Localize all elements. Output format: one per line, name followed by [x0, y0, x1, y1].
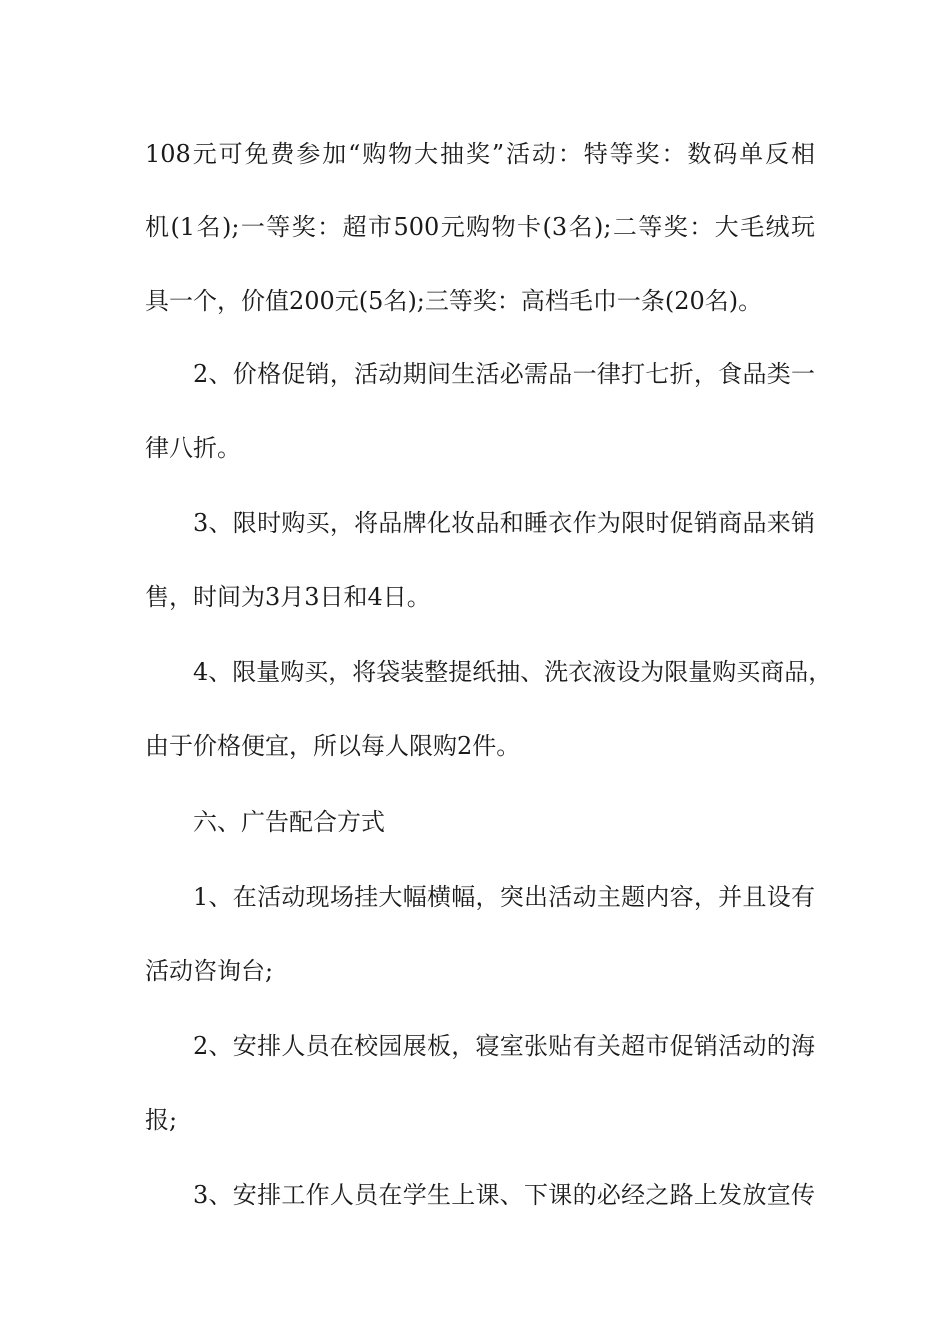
text-line: 2、价格促销，活动期间生活必需品一律打七折，食品类一: [193, 360, 815, 388]
text-line: 活动咨询台;: [145, 957, 274, 985]
text-line: 售，时间为3月3日和4日。: [145, 583, 431, 611]
text-line: 108元可免费参加“购物大抽奖”活动：特等奖：数码单反相: [145, 140, 815, 168]
text-line: 3、限时购买，将品牌化妆品和睡衣作为限时促销商品来销: [193, 509, 815, 537]
text-line: 3、安排工作人员在学生上课、下课的必经之路上发放宣传: [193, 1181, 815, 1209]
text-line: 由于价格便宜，所以每人限购2件。: [145, 732, 521, 760]
text-line: 律八折。: [145, 434, 241, 462]
text-line: 报;: [145, 1106, 178, 1134]
section-heading: 六、广告配合方式: [193, 808, 385, 836]
text-line: 4、限量购买，将袋装整提纸抽、洗衣液设为限量购买商品，: [193, 658, 833, 686]
text-line: 1、在活动现场挂大幅横幅，突出活动主题内容，并且设有: [193, 883, 815, 911]
text-line: 具一个，价值200元(5名);三等奖：高档毛巾一条(20名)。: [145, 287, 763, 315]
text-line: 2、安排人员在校园展板，寝室张贴有关超市促销活动的海: [193, 1032, 815, 1060]
text-line: 机(1名);一等奖：超市500元购物卡(3名);二等奖：大毛绒玩: [145, 213, 815, 241]
